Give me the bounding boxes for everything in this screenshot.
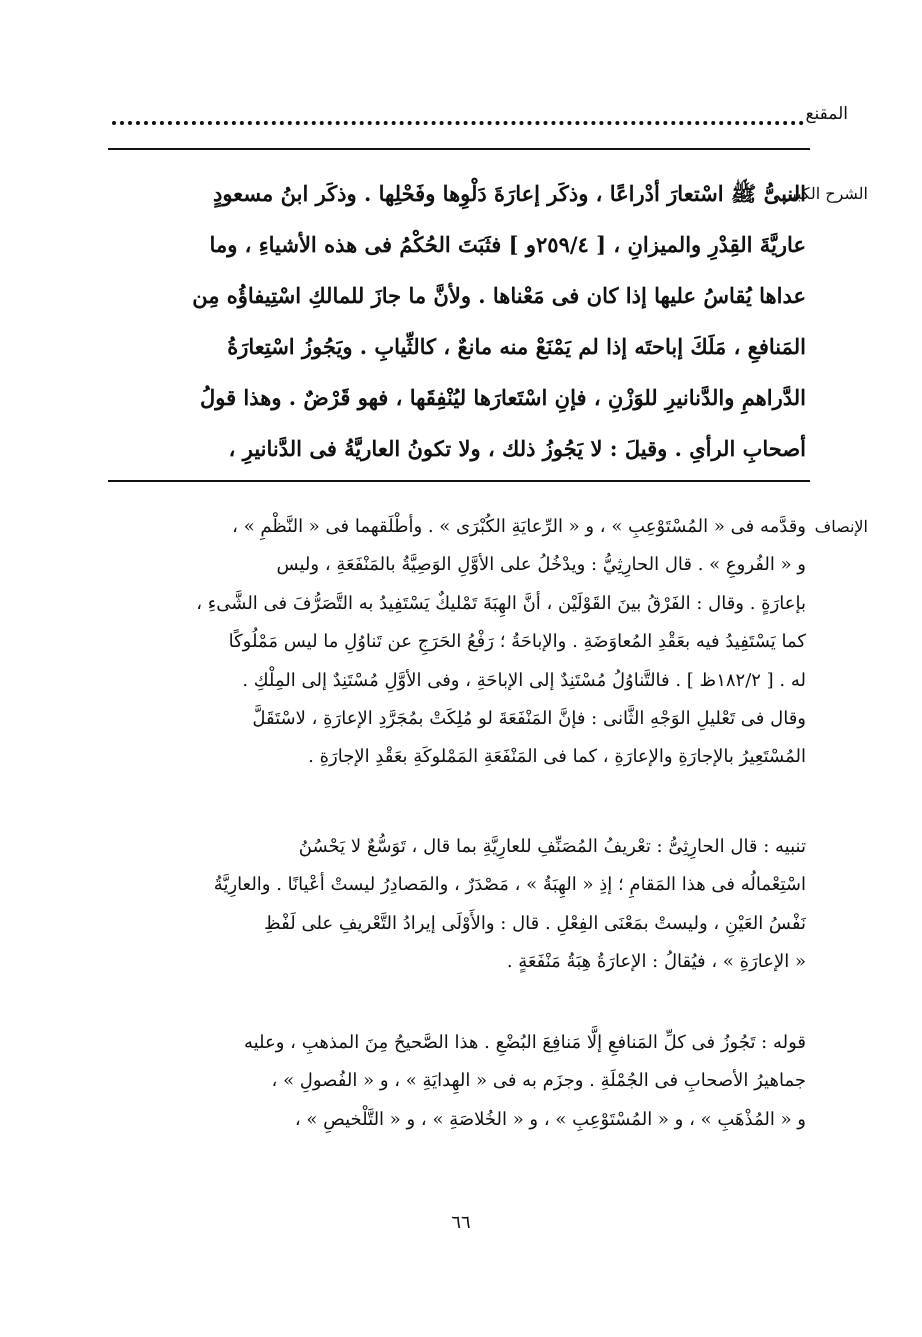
main-text-line: الدَّراهمِ والدَّنانيرِ للوَزْنِ ، فإنِ اسْتَعارَها ليُنْفِقَها ، فهو قَرْضٌ . وهذا قولُ [199,385,806,410]
middle-rule [108,480,810,482]
insaf-text-line: وقال فى تَعْليلِ الوَجْهِ الثَّانى : فإنَّ المَنْفَعَةَ لو مُلِكَتْ بمُجَرَّدِ الإعارَةِ ، لاسْتَقَلَّ [252,707,806,729]
top-rule [108,148,810,150]
qawluh-text-line: قوله : تَجُوزُ فى كلِّ المَنافعِ إلَّا مَنافِعَ البُضْعِ . هذا الصَّحيحُ مِنَ المذهبِ ، وعليه [243,1032,806,1053]
tanbih-text-line: تنبيه : قال الحارِثِىُّ : تعْريفُ المُصَنِّفِ للعارِيَّةِ بما قال ، تَوَسُّعٌ لا يَحْسُنُ [298,836,806,857]
header-label: المقنع [805,104,848,124]
insaf-text-line: المُسْتَعِيرُ بالإجارَةِ والإعارَةِ ، كما فى المَنْفَعَةِ المَمْلوكَةِ بعَقْدِ الإجارَةِ . [308,746,806,768]
insaf-text-line: و « الفُروعِ » . قال الحارِثِيُّ : ويدْخُلُ على الأوَّلِ الوَصِيَّةُ بالمَنْفَعَةِ ، وليس [276,554,806,576]
insaf-text-line: له . [ ١٨٢/٢ظ ] . فالتَّناوُلُ مُسْتَنِدٌ إلى الإباحَةِ ، وفى الأوَّلِ مُسْتَنِدٌ إلى المِلْكِ . [242,669,806,691]
insaf-text-line: بإعارَةٍ . وقال : الفَرْقُ بينَ القَوْلَيْن ، أنَّ الهِبَةَ تَمْليكٌ يَسْتَفِيدُ به التَّصَرُّفَ فى الشَّىءِ ، [196,592,806,614]
tanbih-text-line: « الإعارَةِ » ، فيُقالُ : الإعارَةُ هِبَةُ مَنْفَعَةٍ . [506,951,806,973]
main-text-line: عاريَّةَ القِدْرِ والميزانِ ، [ ٢٥٩/٤و ] فثَبَتَ الحُكْمُ فى هذه الأشياءِ ، وما [209,232,806,257]
qawluh-paragraph [108,1024,806,1139]
dotted-separator [112,121,804,125]
insaf-text-line: كما يَسْتَفِيدُ فيه بعَقْدِ المُعاوَضَةِ . والإباحَةُ ؛ رَفْعُ الحَرَجِ عن تَناوُلِ ما ليس مَمْلُوكًا [228,631,806,653]
qawluh-text-line: جماهيرُ الأصحابِ فى الجُمْلَةِ . وجزَم به فى « الهِدايَةِ » ، و « الفُصولِ » ، [271,1070,806,1092]
main-text-line: النبىُّ ﷺ اسْتعارَ أدْراعًا ، وذكَر إعارَةَ دَلْوِها وفَحْلِها . وذكَر ابنُ مسعودٍ [212,181,806,206]
qawluh-text-line: و « المُذْهَبِ » ، و « المُسْتَوْعِبِ » ، و « الخُلاصَةِ » ، و « التَّلْخيصِ » ، [294,1108,806,1130]
main-text-block [108,168,806,474]
main-text-line: المَنافعِ ، مَلَكَ إباحتَه إذا لم يَمْنَعْ منه مانعٌ ، كالثِّيابِ . ويَجُوزُ اسْتِعارَةُ [227,334,806,359]
main-text-line: أصحابِ الرأىِ . وقيلَ : لا يَجُوزُ ذلك ، ولا تكونُ العاريَّةُ فى الدَّنانيرِ ، [228,436,806,461]
tanbih-paragraph [108,828,806,982]
main-section-label: الشرح الكبير [783,184,868,203]
page-number: ٦٦ [451,1212,471,1233]
tanbih-text-line: نَفْسُ العَيْنِ ، وليستْ بمَعْنَى الفِعْلِ . قال : والأَوْلَى إيرادُ التَّعْريفِ على لَفْظِ [264,912,806,934]
main-text-line: عداها يُقاسُ عليها إذا كان فى مَعْناها . ولأنَّ ما جازَ للمالكِ اسْتِيفاؤُه مِن [192,283,806,308]
insaf-text-block [108,508,806,777]
insaf-section-label: الإنصاف [814,517,868,536]
tanbih-text-line: اسْتِعْمالُه فى هذا المَقامِ ؛ إذِ « الهِبَةُ » ، مَصْدَرٌ ، والمَصادِرُ ليستْ أعْيانًا . والعارِيَّةُ [213,874,806,896]
insaf-text-line: وقدَّمه فى « المُسْتَوْعِبِ » ، و « الرِّعايَةِ الكُبْرَى » . وأطْلَقهما فى « النَّظْمِ » ، [232,516,806,537]
